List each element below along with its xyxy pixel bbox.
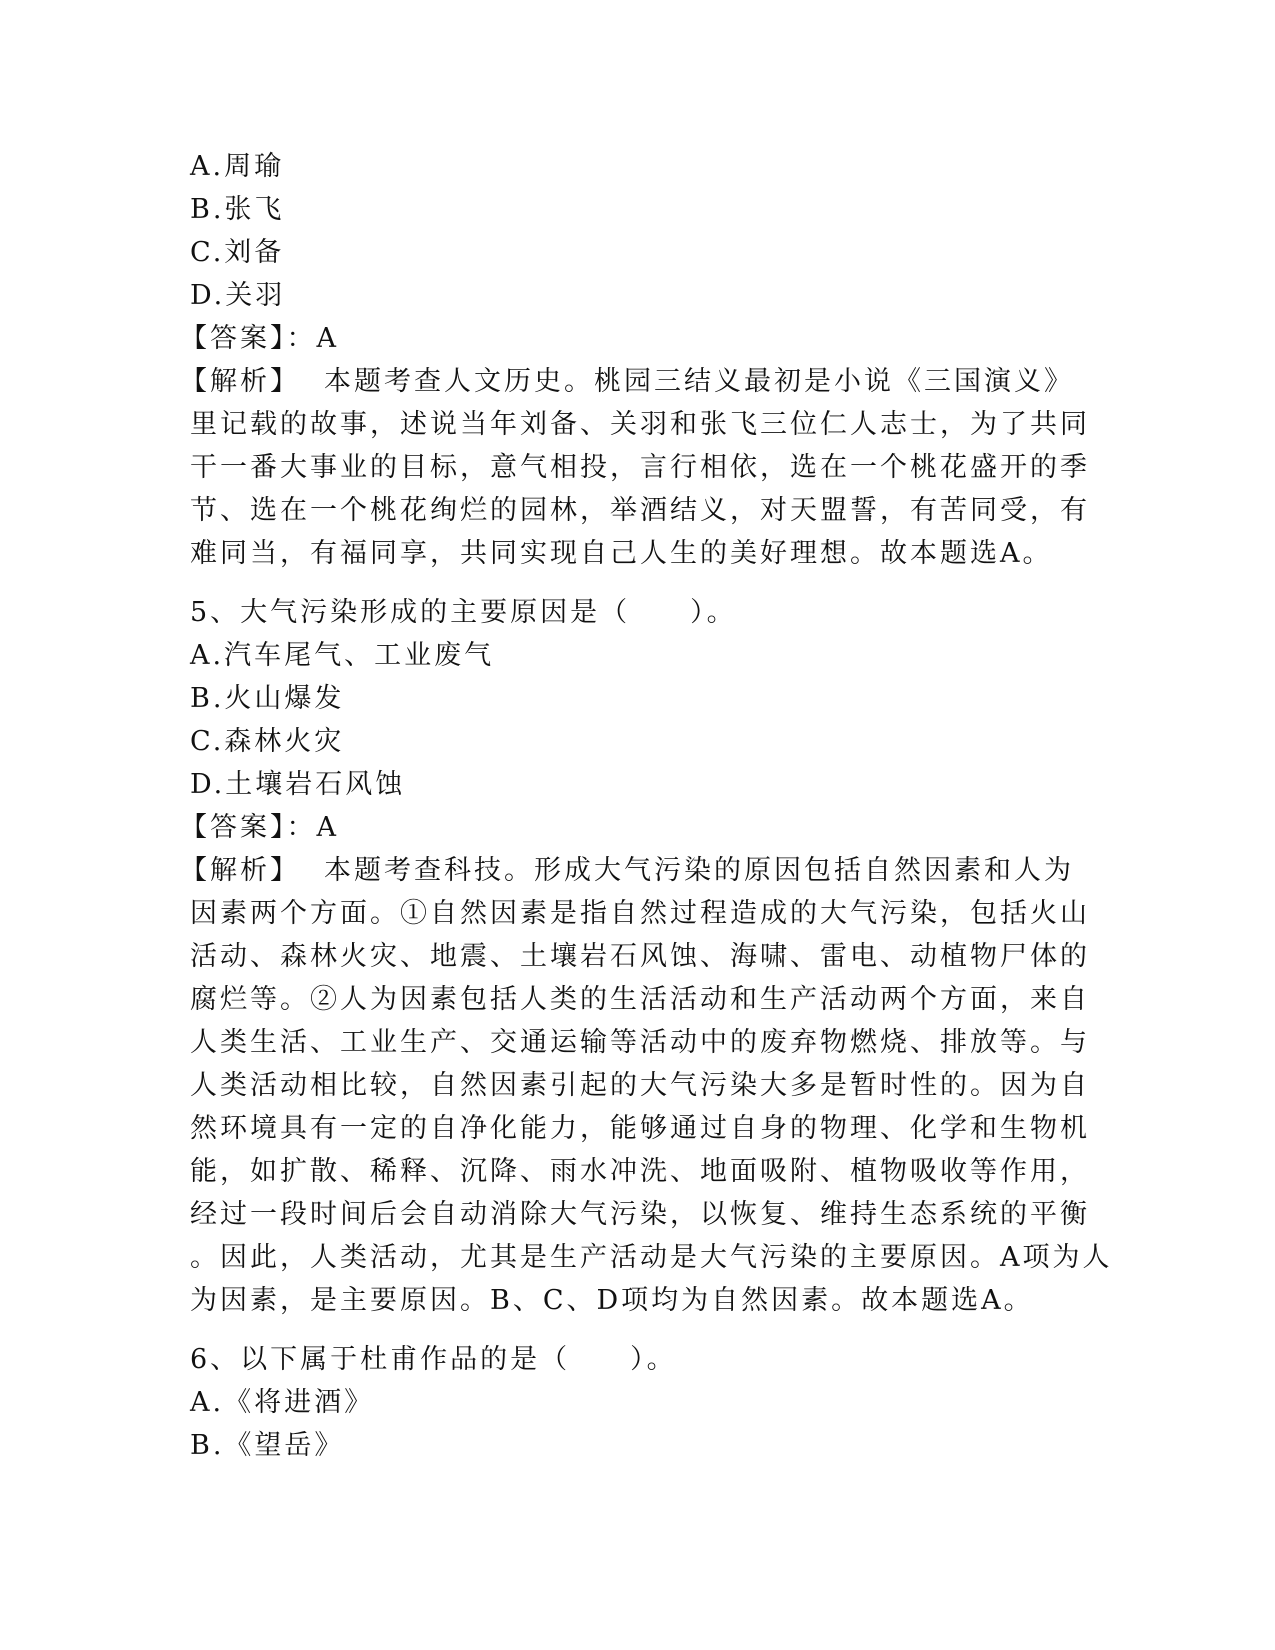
answer-value: A	[316, 323, 339, 354]
analysis-line: 本题考查人文历史。桃园三结义最初是小说《三国演义》	[324, 366, 1074, 397]
answer-label: 【答案】：	[180, 323, 317, 354]
analysis-line: 里记载的故事，述说当年刘备、关羽和张飞三位仁人志士，为了共同	[190, 409, 1090, 440]
option-c: C.刘备	[190, 237, 285, 268]
option-c: C.森林火灾	[190, 726, 345, 757]
analysis-line: 活动、森林火灾、地震、土壤岩石风蚀、海啸、雷电、动植物尸体的	[190, 941, 1090, 972]
analysis-first-line	[180, 360, 1090, 403]
analysis-label: 【解析】	[180, 366, 300, 397]
analysis	[180, 360, 1090, 575]
option-d: D.关羽	[190, 280, 286, 311]
analysis-line: 为因素，是主要原因。B、C、D项均为自然因素。故本题选A。	[190, 1285, 1034, 1316]
option-a: A.周瑜	[190, 151, 285, 182]
analysis-line: 人类活动相比较，自然因素引起的大气污染大多是暂时性的。因为自	[190, 1070, 1090, 1101]
question-text: 6、以下属于杜甫作品的是（ ）。	[190, 1344, 677, 1375]
option-a: A.《将进酒》	[190, 1387, 375, 1418]
analysis-line: 干一番大事业的目标，意气相投，言行相依，选在一个桃花盛开的季	[190, 452, 1090, 483]
analysis-label: 【解析】	[180, 855, 300, 886]
analysis-line: 然环境具有一定的自净化能力，能够通过自身的物理、化学和生物机	[190, 1113, 1090, 1144]
analysis-first-line	[180, 849, 1090, 892]
question-4-block	[180, 145, 1090, 575]
option-b: B.《望岳》	[190, 1430, 345, 1461]
option-a: A.汽车尾气、工业废气	[190, 640, 495, 671]
analysis-line: 能，如扩散、稀释、沉降、雨水冲洗、地面吸附、植物吸收等作用，	[190, 1156, 1090, 1187]
analysis-line: 节、选在一个桃花绚烂的园林，举酒结义，对天盟誓，有苦同受，有	[190, 495, 1090, 526]
answer-line	[180, 317, 1090, 360]
analysis	[180, 849, 1113, 1322]
spacer	[190, 575, 1090, 591]
question-6-block	[190, 1338, 1090, 1467]
question-5-block	[180, 591, 1113, 1322]
spacer	[190, 1322, 1090, 1338]
analysis-line: 经过一段时间后会自动消除大气污染，以恢复、维持生态系统的平衡	[190, 1199, 1090, 1230]
question-text: 5、大气污染形成的主要原因是（ ）。	[190, 597, 737, 628]
answer-label: 【答案】：	[180, 812, 317, 843]
analysis-line: 人类生活、工业生产、交通运输等活动中的废弃物燃烧、排放等。与	[190, 1027, 1090, 1058]
answer-value: A	[316, 812, 339, 843]
analysis-line: 。因此，人类活动，尤其是生产活动是大气污染的主要原因。A项为人	[190, 1242, 1113, 1273]
analysis-line: 腐烂等。②人为因素包括人类的生活活动和生产活动两个方面，来自	[190, 984, 1090, 1015]
option-d: D.土壤岩石风蚀	[190, 769, 406, 800]
option-b: B.张飞	[190, 194, 285, 225]
analysis-line: 因素两个方面。①自然因素是指自然过程造成的大气污染，包括火山	[190, 898, 1090, 929]
document-page	[180, 145, 1113, 1467]
answer-line	[180, 806, 1090, 849]
option-b: B.火山爆发	[190, 683, 345, 714]
analysis-line: 本题考查科技。形成大气污染的原因包括自然因素和人为	[324, 855, 1074, 886]
analysis-line: 难同当，有福同享，共同实现自己人生的美好理想。故本题选A。	[190, 538, 1053, 569]
